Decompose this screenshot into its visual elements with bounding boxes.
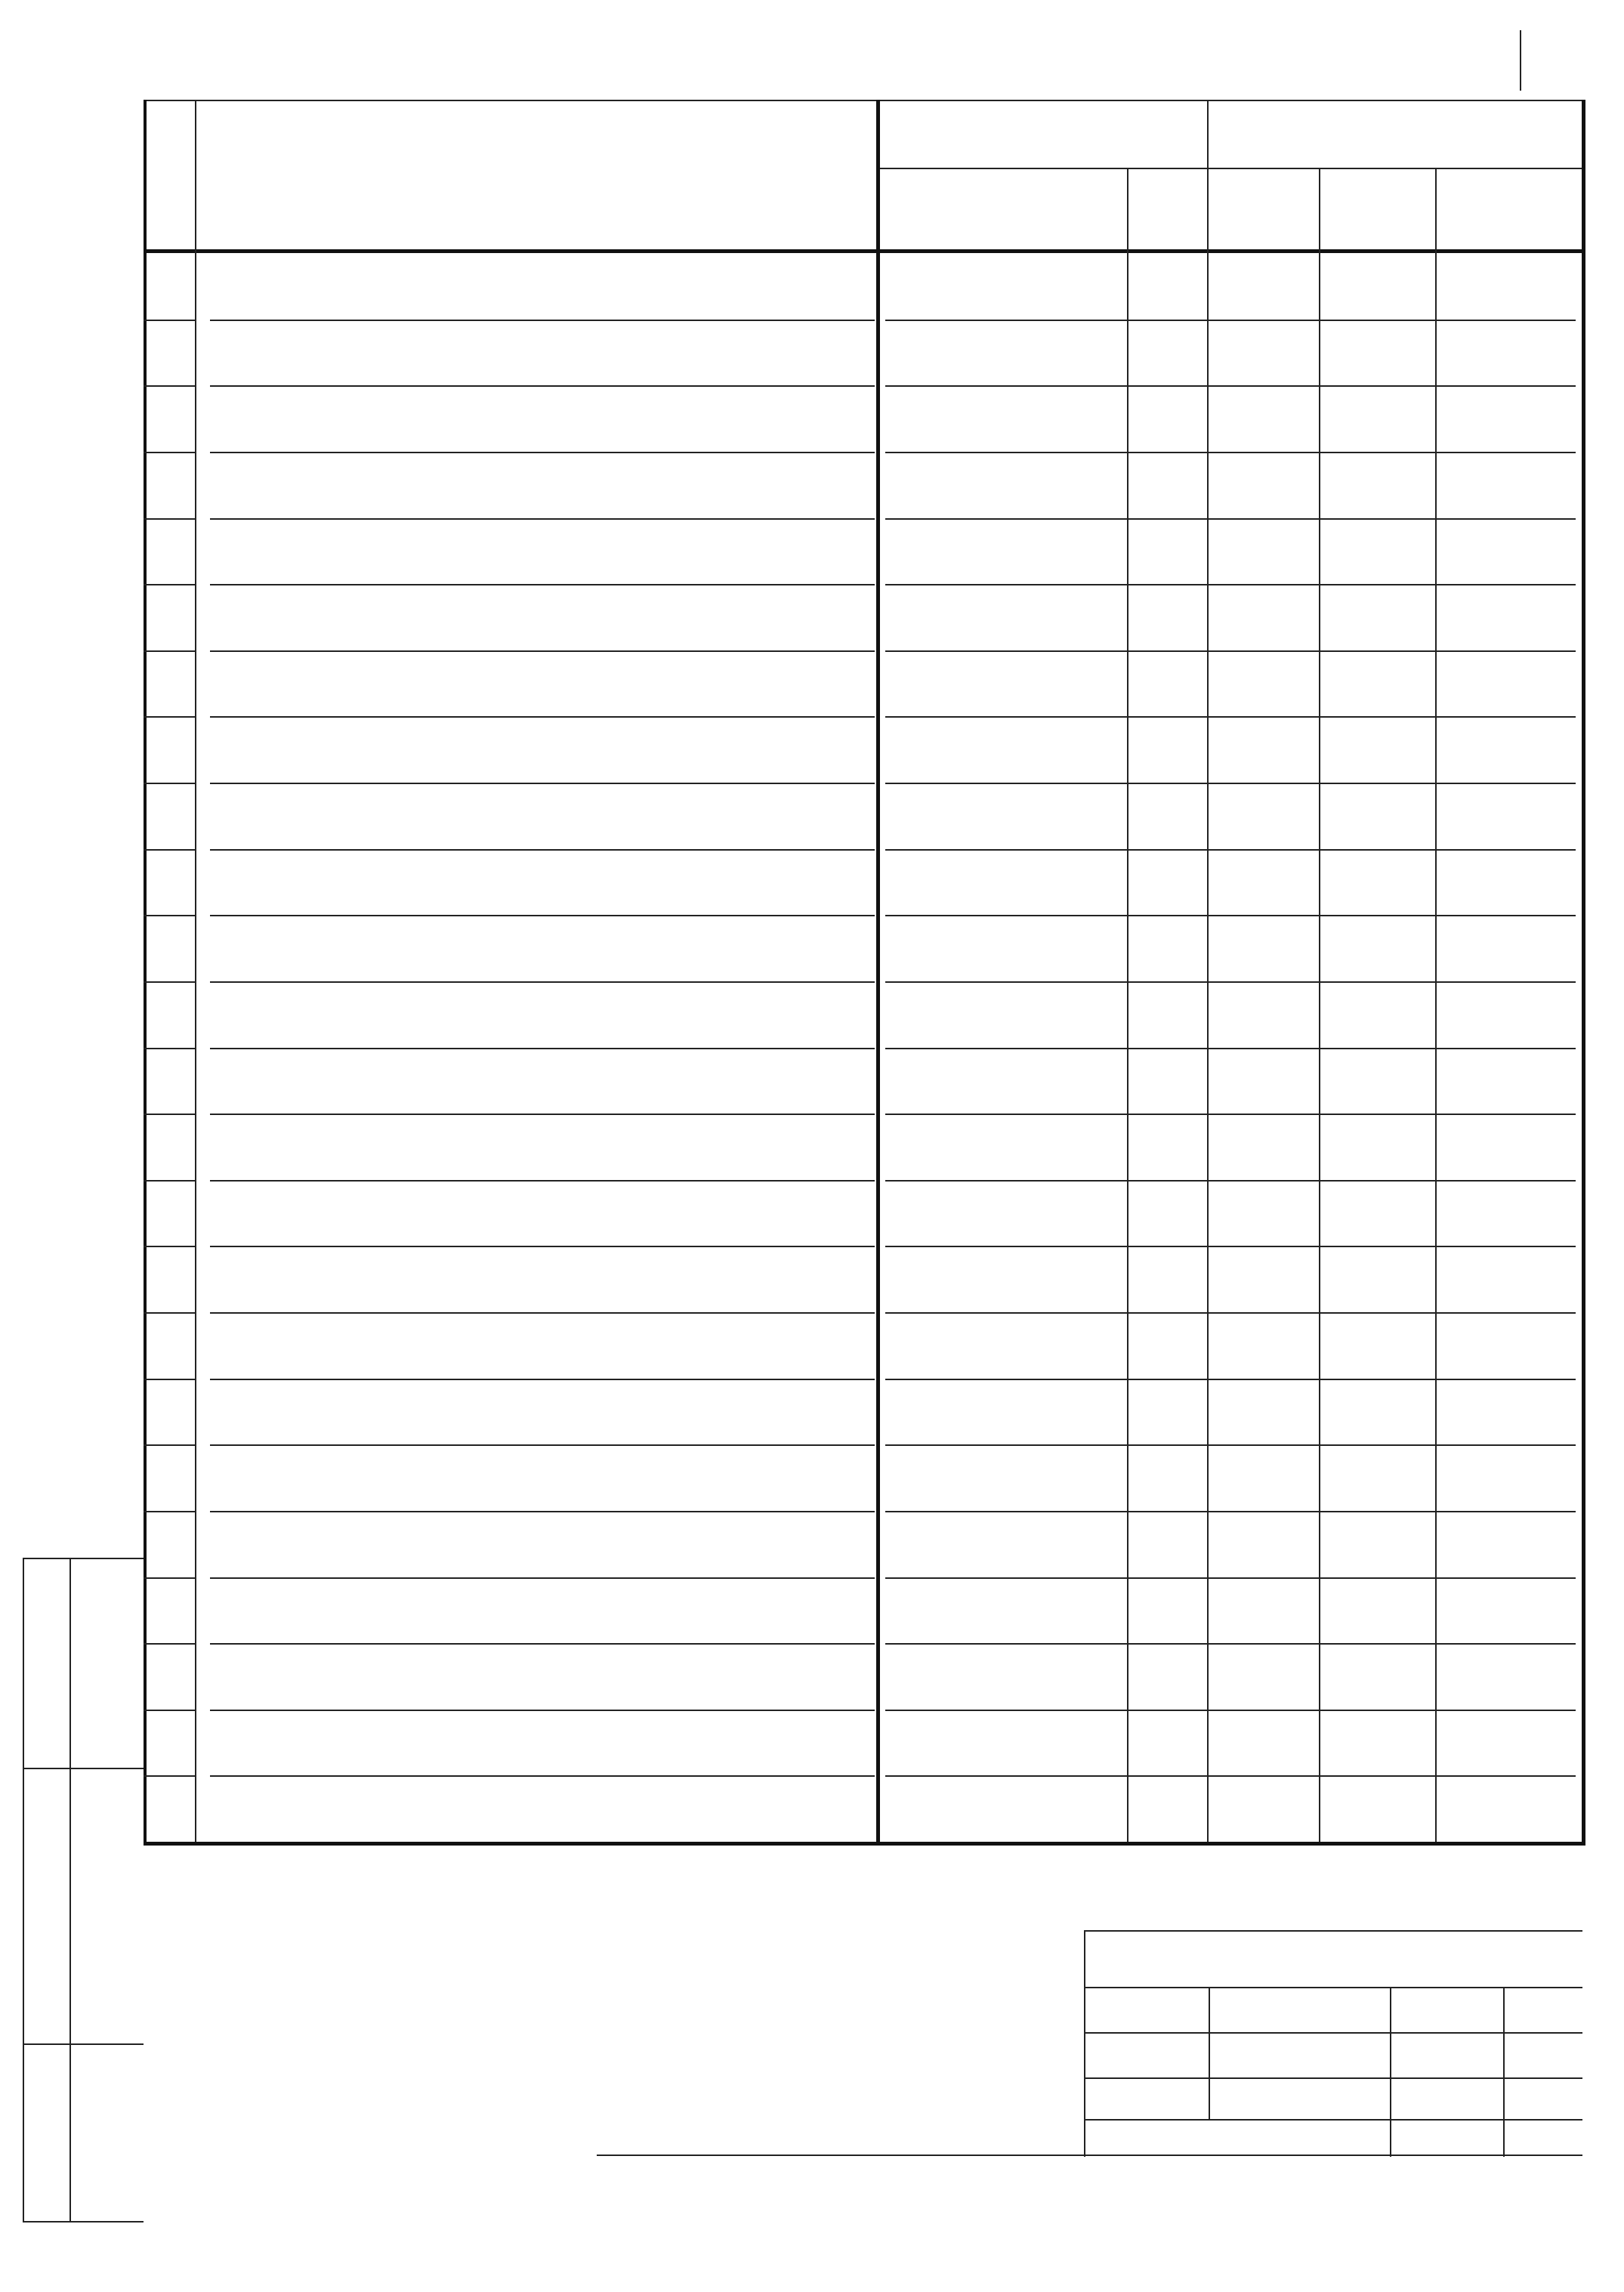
name-underline: [210, 1511, 875, 1512]
name-underline: [210, 320, 875, 321]
row-number-separator: [144, 981, 195, 983]
name-underline: [210, 452, 875, 453]
row-number-separator: [144, 1577, 195, 1579]
header-split-line: [876, 168, 1582, 169]
value-underline: [885, 1577, 1576, 1579]
value-underline: [885, 1312, 1576, 1314]
row-number-separator: [144, 385, 195, 387]
value-underline: [885, 849, 1576, 851]
name-underline: [210, 849, 875, 851]
row-number-separator: [144, 849, 195, 851]
row-number-separator: [144, 650, 195, 652]
stamp-top-line: [1084, 1930, 1582, 1932]
value-underline: [885, 1643, 1576, 1645]
name-underline: [210, 1180, 875, 1182]
row-number-separator: [144, 1312, 195, 1314]
header-bottom-border: [144, 249, 1582, 253]
right-border: [1582, 100, 1585, 1845]
margin-bottom-line: [23, 2221, 144, 2222]
row-number-separator: [144, 783, 195, 784]
value-underline: [885, 981, 1576, 983]
value-underline: [885, 783, 1576, 784]
name-underline: [210, 650, 875, 652]
value-underline: [885, 1180, 1576, 1182]
name-underline: [210, 1577, 875, 1579]
table-bottom-border: [144, 1842, 1585, 1846]
stamp-col-2: [1390, 1987, 1391, 2157]
row-number-separator: [144, 1379, 195, 1380]
name-underline: [210, 915, 875, 916]
margin-inner-line: [69, 1558, 71, 2222]
value-underline: [885, 452, 1576, 453]
row-number-separator: [144, 1710, 195, 1711]
stamp-col-3: [1503, 1987, 1505, 2157]
value-underline: [885, 385, 1576, 387]
left-border: [144, 100, 147, 1843]
value-underline: [885, 1114, 1576, 1115]
row-number-separator: [144, 1643, 195, 1645]
row-number-separator: [144, 1114, 195, 1115]
name-underline: [210, 1710, 875, 1711]
row-number-separator: [144, 1246, 195, 1247]
row-number-separator: [144, 1180, 195, 1182]
stamp-col-1: [1209, 1987, 1210, 2119]
title-block-top-line: [597, 2155, 1582, 2156]
row-number-separator: [144, 584, 195, 585]
type-column-line: [1207, 100, 1209, 1842]
name-underline: [210, 1775, 875, 1777]
value-underline: [885, 650, 1576, 652]
ind-column-line: [1319, 168, 1320, 1842]
name-underline: [210, 385, 875, 387]
value-underline: [885, 1379, 1576, 1380]
name-underline: [210, 584, 875, 585]
stamp-line-4: [1084, 2119, 1582, 2121]
row-number-separator: [144, 320, 195, 321]
unit-column-line: [1127, 168, 1128, 1842]
row-number-separator: [144, 716, 195, 718]
name-underline: [210, 1114, 875, 1115]
row-number-column-line: [195, 100, 196, 1842]
name-column-line: [876, 100, 880, 1842]
row-number-separator: [144, 915, 195, 916]
stamp-line-2: [1084, 2032, 1582, 2034]
value-underline: [885, 915, 1576, 916]
value-underline: [885, 518, 1576, 520]
name-underline: [210, 1379, 875, 1380]
margin-divider-2: [23, 2043, 144, 2045]
name-underline: [210, 518, 875, 520]
value-underline: [885, 1246, 1576, 1247]
name-underline: [210, 716, 875, 718]
value-underline: [885, 584, 1576, 585]
value-underline: [885, 1048, 1576, 1049]
name-underline: [210, 1246, 875, 1247]
value-underline: [885, 1511, 1576, 1512]
value-underline: [885, 716, 1576, 718]
name-underline: [210, 1312, 875, 1314]
total-column-line: [1435, 168, 1437, 1842]
stamp-line-3: [1084, 2077, 1582, 2079]
margin-outer-line: [23, 1558, 24, 2222]
row-number-separator: [144, 1775, 195, 1777]
margin-top-line: [23, 1558, 144, 1559]
table-top-border: [144, 100, 1582, 101]
name-underline: [210, 1643, 875, 1645]
margin-divider-1: [23, 1768, 144, 1769]
row-number-separator: [144, 1048, 195, 1049]
value-underline: [885, 1775, 1576, 1777]
value-underline: [885, 1710, 1576, 1711]
name-underline: [210, 1048, 875, 1049]
name-underline: [210, 783, 875, 784]
row-number-separator: [144, 1444, 195, 1446]
stamp-line-1: [1084, 1987, 1582, 1988]
name-underline: [210, 981, 875, 983]
value-underline: [885, 1444, 1576, 1446]
row-number-separator: [144, 518, 195, 520]
stamp-left-line: [1084, 1930, 1085, 2157]
value-underline: [885, 320, 1576, 321]
row-number-separator: [144, 452, 195, 453]
row-number-separator: [144, 1511, 195, 1512]
name-underline: [210, 1444, 875, 1446]
page-number-divider: [1520, 30, 1521, 91]
